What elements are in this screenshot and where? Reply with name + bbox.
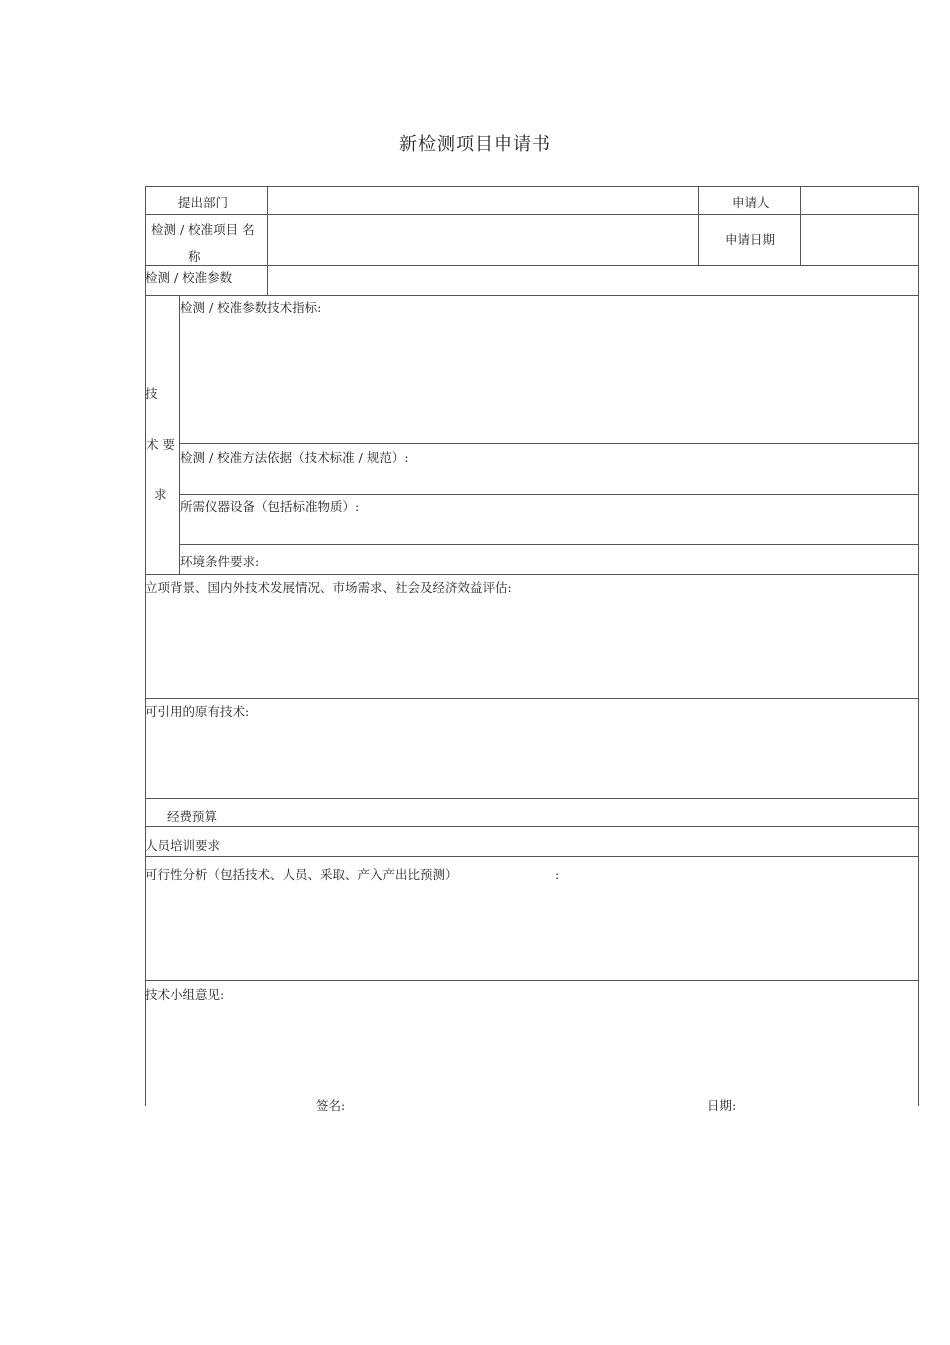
params-label: 检测 / 校准参数	[145, 270, 233, 285]
applicant-field[interactable]	[801, 187, 918, 214]
budget-label: 经费预算	[167, 809, 218, 824]
feasibility-colon: :	[555, 867, 560, 882]
dept-label: 提出部门	[178, 195, 229, 210]
row-divider	[179, 544, 919, 545]
dept-field[interactable]	[268, 187, 698, 214]
table-border-left	[145, 186, 146, 1106]
params-field[interactable]	[268, 266, 918, 295]
tech-indicators-label: 检测 / 校准参数技术指标:	[180, 300, 322, 315]
row-divider	[145, 980, 919, 981]
signature-label: 签名:	[316, 1098, 346, 1113]
existing-tech-label: 可引用的原有技术:	[145, 704, 250, 719]
background-label: 立项背景、国内外技术发展情况、市场需求、社会及经济效益评估:	[145, 580, 512, 595]
item-name-field[interactable]	[268, 215, 698, 265]
tech-req-side-label: 求	[154, 487, 167, 502]
training-label: 人员培训要求	[145, 838, 221, 853]
feasibility-label: 可行性分析（包括技术、人员、釆取、产入产出比预测）	[145, 867, 458, 882]
applicant-label: 申请人	[732, 195, 770, 210]
item-name-label: 检测 / 校准项目 名	[151, 222, 255, 237]
row-divider	[145, 574, 919, 575]
row-divider	[145, 826, 919, 827]
method-basis-label: 检测 / 校准方法依据（技术标准 / 规范）:	[180, 450, 409, 465]
page-title: 新检测项目申请书	[399, 134, 551, 155]
environment-label: 环境条件要求:	[180, 554, 260, 569]
tech-group-label: 技术小组意见:	[145, 987, 225, 1002]
tech-req-side-label: 术 要	[146, 437, 175, 452]
item-name-label-cont: 称	[188, 249, 201, 264]
row-divider	[179, 494, 919, 495]
column-divider	[698, 186, 699, 265]
tech-req-side-label: 技	[145, 386, 158, 401]
apply-date-field[interactable]	[801, 215, 918, 265]
date-label: 日期:	[707, 1098, 737, 1113]
equipment-label: 所需仪器设备（包括标准物质）:	[180, 499, 360, 514]
row-divider	[145, 698, 919, 699]
application-form	[145, 186, 919, 1113]
row-divider	[145, 798, 919, 799]
apply-date-label: 申请日期	[725, 232, 776, 247]
table-border-right	[918, 186, 919, 1106]
row-divider	[179, 443, 919, 444]
row-divider	[145, 856, 919, 857]
row-divider	[145, 295, 919, 296]
column-divider	[179, 295, 180, 574]
